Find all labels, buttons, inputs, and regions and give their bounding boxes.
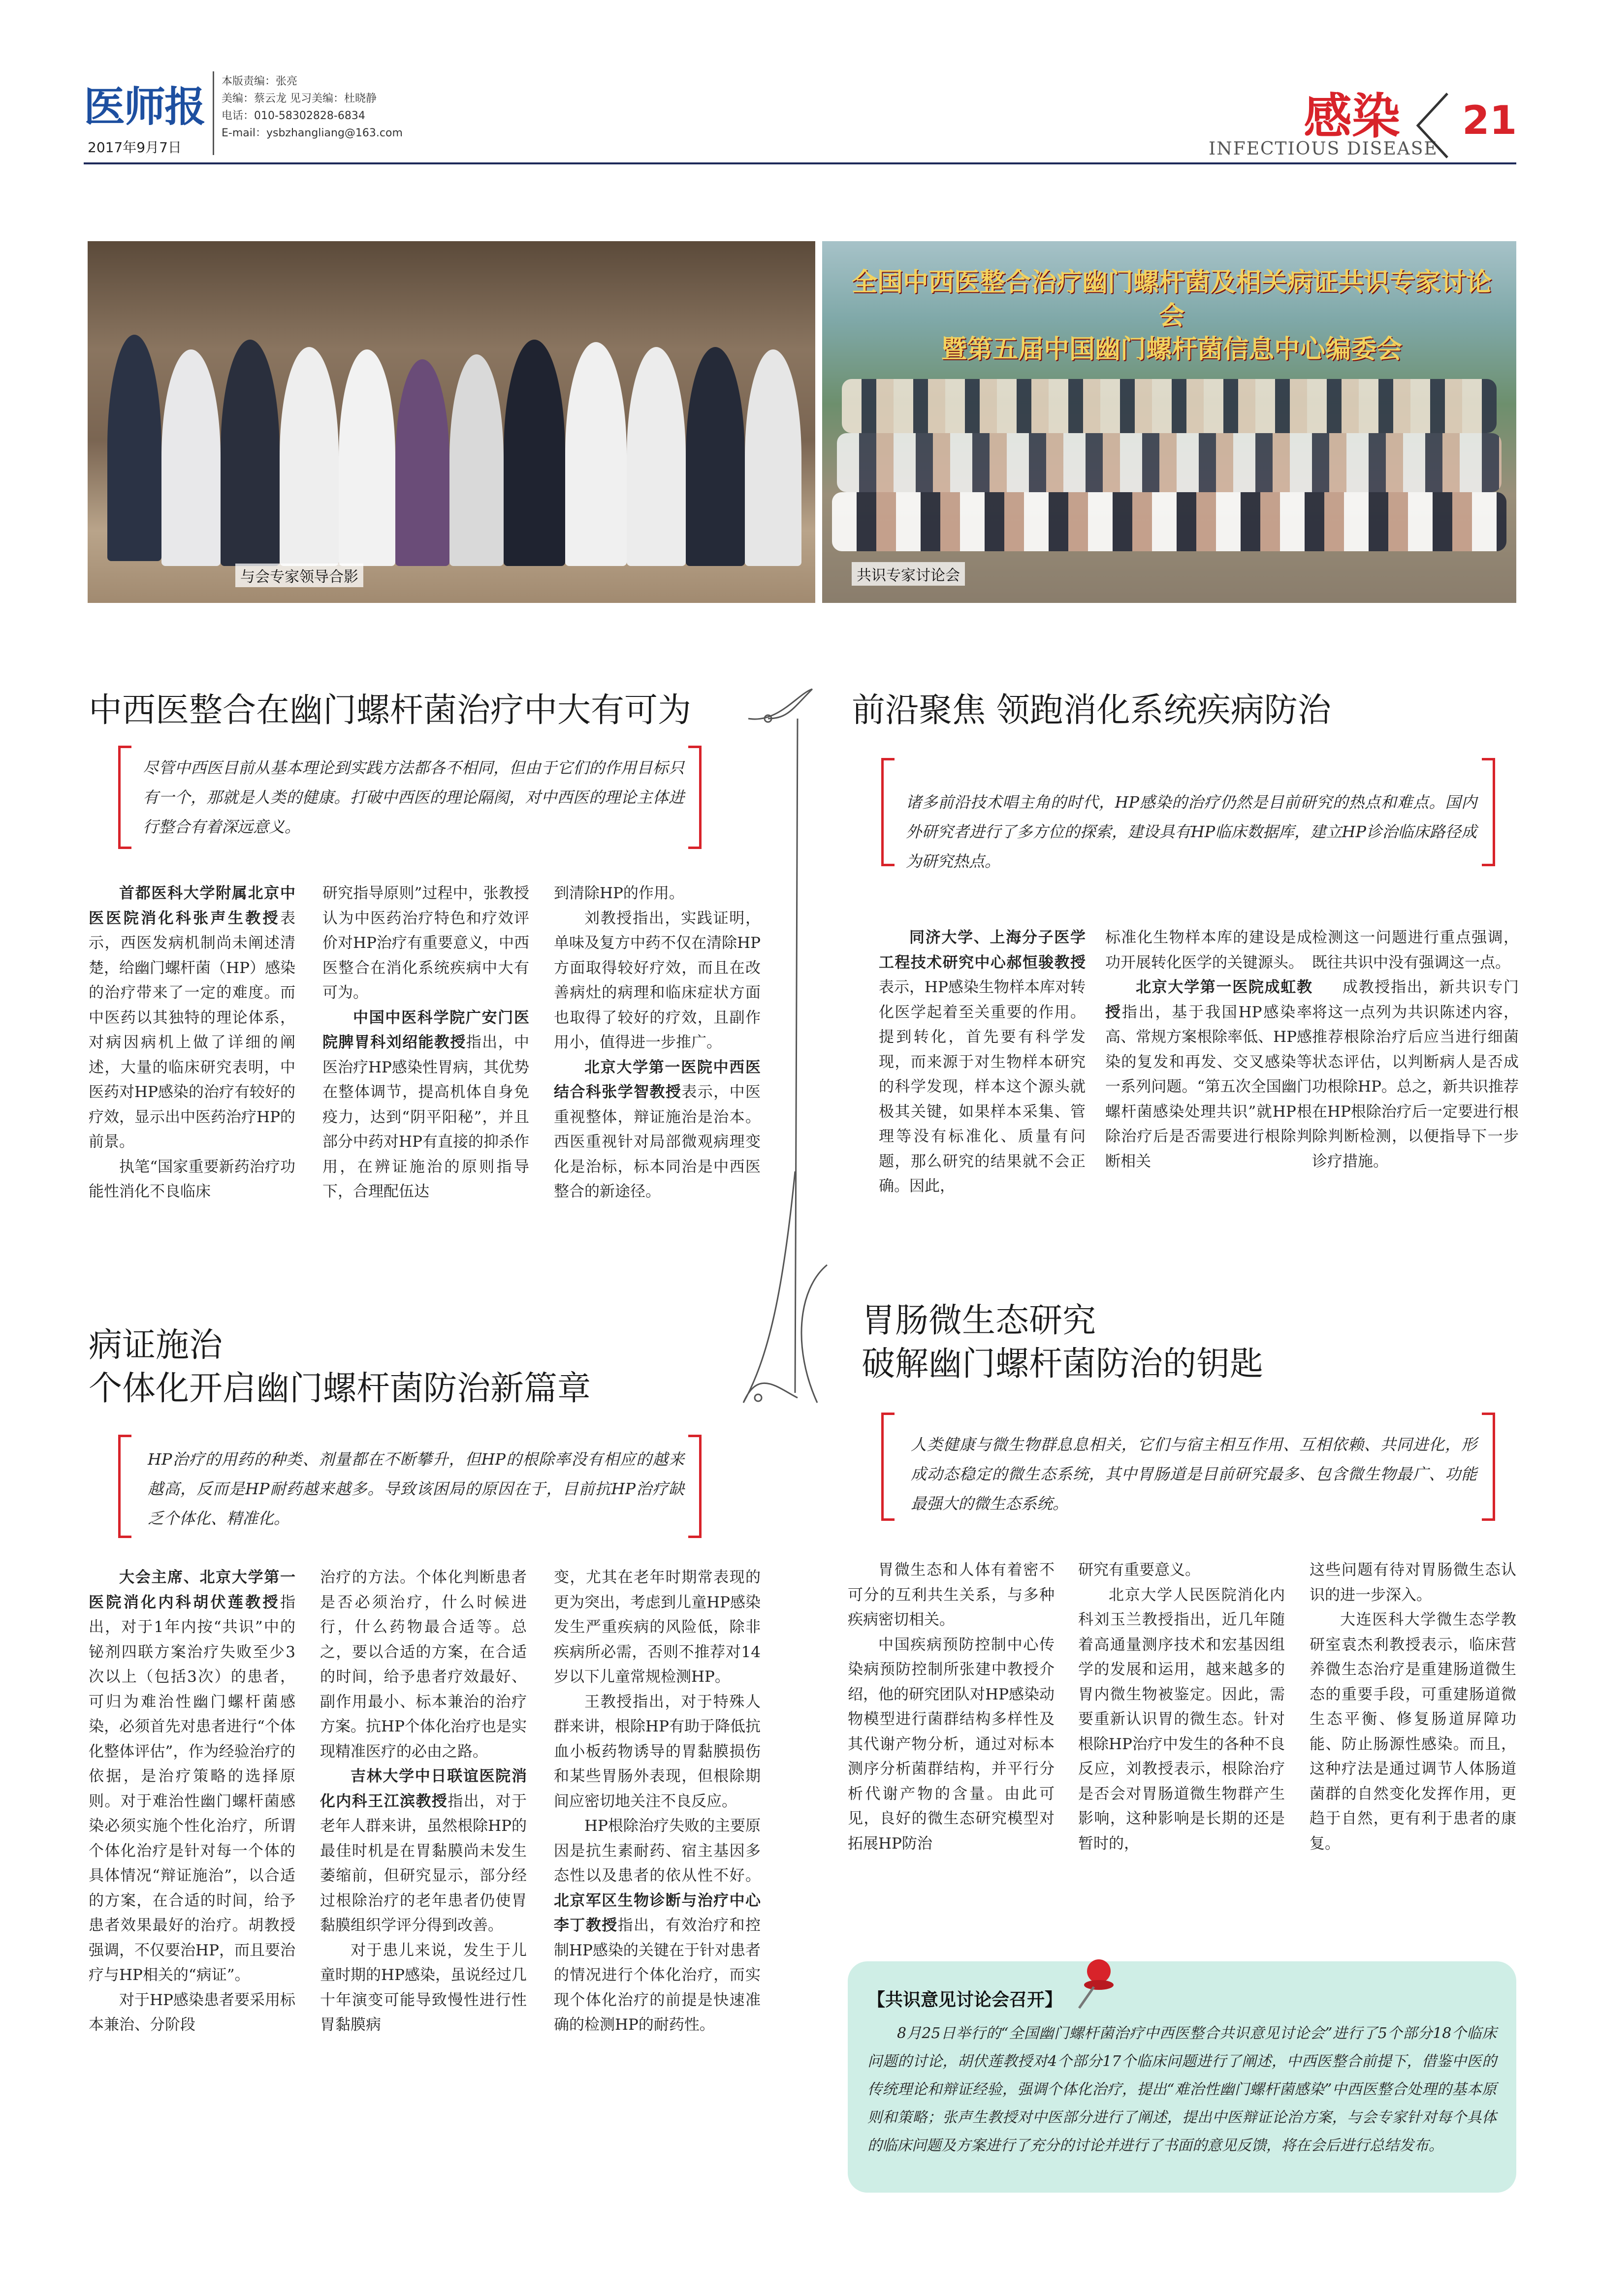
- article-column: 研究有重要意义。 北京大学人民医院消化内科刘玉兰教授指出，近几年随着高通量测序技术和宏基因组学的发展和运用，越来越多的胃内微生物被鉴定。因此，需要重新认识胃的微生态。针对根除HP治疗中发生的各种不良反应，刘教授表示，根除治疗是否会对胃肠道微生物群产生影响，这种影响是长期的还是暂时的，: [1078, 1561, 1285, 1853]
- expert-name: 北京大学第一医院中西医结合科张学智教授: [554, 1058, 761, 1101]
- phone-line: 电话：010-58302828-6834: [222, 110, 365, 122]
- article-column: 胃微生态和人体有着密不可分的互利共生关系，与多种疾病密切相关。 中国疾病预防控制中心传染病预防控制所张建中教授介绍，他的研究团队对HP感染动物模型进行菌群结构多样性及其代谢产物分析，通过对标本测序分析菌群结构，并平行分析代谢产物的含量。由此可见，良好的微生态研究模型对拓展HP防治: [848, 1561, 1055, 1853]
- expert-name: 北京大学第一医院成虹教授: [1105, 978, 1312, 1021]
- article-column: 同济大学、上海分子医学工程技术研究中心郝恒骏教授表示，HP感染生物样本库对转化医学起着至关重要的作用。提到转化，首先要有科学发现，而来源于对生物样本研究的科学发现，样本这个源头就极其关键，如果样本采集、管理等没有标准化、质量有问题，那么研究的结果就不会正确。因此，: [879, 929, 1086, 1195]
- pushpin-icon: [1074, 1956, 1119, 2011]
- publication-date: 2017年9月7日: [88, 139, 182, 156]
- article-column: 检测这一问题进行重点强调，既往共识中没有强调这一点。 成教授指出，新共识专门将这一点列为共识陈述内容，推荐根除治疗后应当进行细菌状态评估，以判断病人是否成功根除HP。总之，新共识推荐在HP根除治疗后一定要进行根除判断检测，以便指导下一步诊疗措施。: [1312, 929, 1519, 1170]
- designer-line: 美编：蔡云龙 见习美编：杜晓静: [222, 93, 377, 105]
- editor-line: 本版责编：张亮: [222, 75, 298, 88]
- editor-info: [222, 73, 403, 142]
- article-column: 大会主席、北京大学第一医院消化内科胡伏莲教授指出，对于1年内按“共识”中的铋剂四联方案治疗失败至少3次以上（包括3次）的患者，可归为难治性幽门螺杆菌感染，必须首先对患者进行“个体化整体评估”，作为经验治疗的依据，是治疗策略的选择原则。对于难治性幽门螺杆菌感染必须实施个性化治疗，所谓个体化治疗是针对每一个体的具体情况“辩证施治”，以合适的方案，在合适的时间，给予患者效果最好的治疗。胡教授强调，不仅要治HP，而且要治疗与HP相关的“病证”。 对于HP感染患者要采用标本兼治、分阶段: [89, 1569, 295, 2034]
- article-column: 研究指导原则”过程中，张教授认为中医药治疗特色和疗效评价对HP治疗有重要意义，中西医整合在消化系统疾病中大有可为。 中国中医科学院广安门医院脾胃科刘绍能教授指出，中医治疗HP感染性胃病，其优势在整体调节，提高机体自身免疫力，达到“阴平阳秘”，并且部分中药对HP有直接的抑杀作用，在辨证施治的原则指导下，合理配伍达: [322, 884, 529, 1200]
- article-column: 标准化生物样本库的建设是成功开展转化医学的关键源头。 北京大学第一医院成虹教授指出，基于我国HP感染率高、常规方案根除率低、HP感染的复发和再发、交叉感染等一系列问题。“第五次全国幽门螺杆菌感染处理共识”就HP根除治疗后是否需要进行根除判断相关: [1105, 929, 1312, 1170]
- masthead-divider: [213, 71, 214, 155]
- notice-body: 8月25日举行的“全国幽门螺杆菌治疗中西医整合共识意见讨论会”进行了5个部分18个临床问题的讨论，胡伏莲教授对4个部分17个临床问题进行了阐述，中西医整合前提下，借鉴中医的传统理论和辩证经验，强调个体化治疗，提出“难治性幽门螺杆菌感染”中西医整合处理的基本原则和策略；张声生教授对中医部分进行了阐述，提出中医辩证论治方案，与会专家针对每个具体的临床问题及方案进行了充分的讨论并进行了书面的意见反馈，将在会后进行总结发布。: [867, 2025, 1497, 2154]
- headline-line: 个体化开启幽门螺杆菌防治新篇章: [89, 1369, 591, 1408]
- photo-caption-left: 与会专家领导合影: [235, 564, 363, 587]
- article-column: 到清除HP的作用。 刘教授指出，实践证明，单味及复方中药不仅在清除HP方面取得较好疗效，而且在改善病灶的病理和临床症状方面也取得了较好的疗效，且副作用小，值得进一步推广。 北京大学第一医院中西医结合科张学智教授表示，中医重视整体，辩证施治是治本。西医重视针对局部微观病理变化是治标，标本同治是中西医整合的新途径。: [554, 884, 761, 1200]
- newspaper-logo: 医师报: [84, 82, 205, 131]
- group-photo-leaders: [88, 241, 815, 603]
- section-title: 感染: [1304, 88, 1401, 145]
- banner-line: 全国中西医整合治疗幽门螺杆菌及相关病证共识专家讨论会: [851, 267, 1492, 331]
- article-column: 这些问题有待对胃肠微生态认识的进一步深入。 大连医科大学微生态学教研室袁杰利教授表示，临床营养微生态治疗是重建肠道微生态的重要手段，可重建肠道微生态平衡、修复肠道屏障功能、防止肠源性感染。而且，这种疗法是通过调节人体肠道菌群的自然变化发挥作用，更趋于自然，更有利于患者的康复。: [1310, 1561, 1516, 1853]
- page-number: 21: [1462, 97, 1517, 143]
- headline-line: 病证施治: [89, 1326, 223, 1365]
- article-summary: HP治疗的用药的种类、剂量都在不断攀升，但HP的根除率没有相应的越来越高，反而是HP耐药越来越多。导致该困局的原因在于，目前抗HP治疗缺乏个体化、精准化。: [148, 1450, 684, 1528]
- article-column: 治疗的方法。个体化判断患者是否必须治疗，什么时候进行，什么药物最合适等。总之，要以合适的方案，在合适的时间，给予患者疗效最好、副作用最小、标本兼治的治疗方案。抗HP个体化治疗也是实现精准医疗的必由之路。 吉林大学中日联谊医院消化内科王江滨教授指出，对于老年人群来讲，虽然根除HP的最佳时机是在胃黏膜尚未发生萎缩前，但研究显示，部分经过根除治疗的老年患者仍使胃黏膜组织学评分得到改善。 对于患儿来说，发生于儿童时期的HP感染，虽说经过几十年演变可能导致慢性进行性胃黏膜病: [320, 1569, 527, 2034]
- expert-name: 吉林大学中日联谊医院消化内科王江滨教授: [320, 1767, 527, 1810]
- headline-line: 破解幽门螺杆菌防治的钥匙: [862, 1345, 1264, 1384]
- section-title-en: INFECTIOUS DISEASE: [1209, 139, 1438, 159]
- article-headline: 前沿聚焦 领跑消化系统疾病防治: [852, 691, 1331, 730]
- expert-name: 同济大学、上海分子医学工程技术研究中心郝恒骏教授: [879, 929, 1086, 972]
- photo-caption-right: 共识专家讨论会: [852, 562, 965, 586]
- notice-title: 【共识意见讨论会召开】: [867, 1990, 1063, 2010]
- article-headline: [89, 1324, 591, 1411]
- banner-line: 暨第五届中国幽门螺杆菌信息中心编委会: [941, 334, 1402, 364]
- conference-banner: [842, 266, 1502, 366]
- meeting-notice-box: [848, 1961, 1516, 2193]
- article-column: 首都医科大学附属北京中医医院消化科张声生教授表示，西医发病机制尚未阐述清楚，给幽门螺杆菌（HP）感染的治疗带来了一定的难度。而中医药以其独特的理论体系，对病因病机上做了详细的阐述，大量的临床研究表明，中医药对HP感染的治疗有较好的疗效，显示出中医药治疗HP的前景。 执笔“国家重要新药治疗功能性消化不良临床: [89, 884, 295, 1200]
- headline-line: 胃肠微生态研究: [862, 1301, 1096, 1340]
- article-headline: [862, 1299, 1263, 1386]
- expert-name: 中国中医科学院广安门医院脾胃科刘绍能教授: [322, 1008, 529, 1051]
- article-summary: 人类健康与微生物群息息相关，它们与宿主相互作用、互相依赖、共同进化，形成动态稳定的微生态系统，其中胃肠道是目前研究最多、包含微生物最广、功能最强大的微生态系统。: [911, 1435, 1477, 1513]
- masthead-rule: [84, 162, 1516, 164]
- group-photo-conference: [822, 241, 1516, 603]
- article-column: 变，尤其在老年时期常表现的更为突出，考虑到儿童HP感染发生严重疾病的风险低，除非疾病所必需，否则不推荐对14岁以下儿童常规检测HP。 王教授指出，对于特殊人群来讲，根除HP有助于降低抗血小板药物诱导的胃黏膜损伤和某些胃肠外表现，但根除期间应密切地关注不良反应。 HP根除治疗失败的主要原因是抗生素耐药、宿主基因多态性以及患者的依从性不好。北京军区生物诊断与治疗中心李丁教授指出，有效治疗和控制HP感染的关键在于针对患者的情况进行个体化治疗，而实现个体化治疗的前提是快速准确的检测HP的耐药性。: [554, 1569, 761, 2034]
- expert-name: 北京军区生物诊断与治疗中心李丁教授: [554, 1891, 761, 1934]
- divider-swirl-small: [788, 1260, 862, 1408]
- email-line: E-mail：ysbzhangliang@163.com: [222, 127, 403, 139]
- expert-name: 大会主席、北京大学第一医院消化内科胡伏莲教授: [89, 1569, 295, 1611]
- article-summary: 尽管中西医目前从基本理论到实践方法都各不相同，但由于它们的作用目标只有一个，那就是人类的健康。打破中西医的理论隔阂，对中西医的理论主体进行整合有着深远意义。: [143, 758, 684, 836]
- expert-name: 首都医科大学附属北京中医医院消化科张声生教授: [89, 884, 295, 927]
- article-summary: 诸多前沿技术唱主角的时代，HP感染的治疗仍然是目前研究的热点和难点。国内外研究者进行了多方位的探索，建设具有HP临床数据库，建立HP诊治临床路径成为研究热点。: [906, 793, 1477, 871]
- article-headline: 中西医整合在幽门螺杆菌治疗中大有可为: [89, 691, 692, 730]
